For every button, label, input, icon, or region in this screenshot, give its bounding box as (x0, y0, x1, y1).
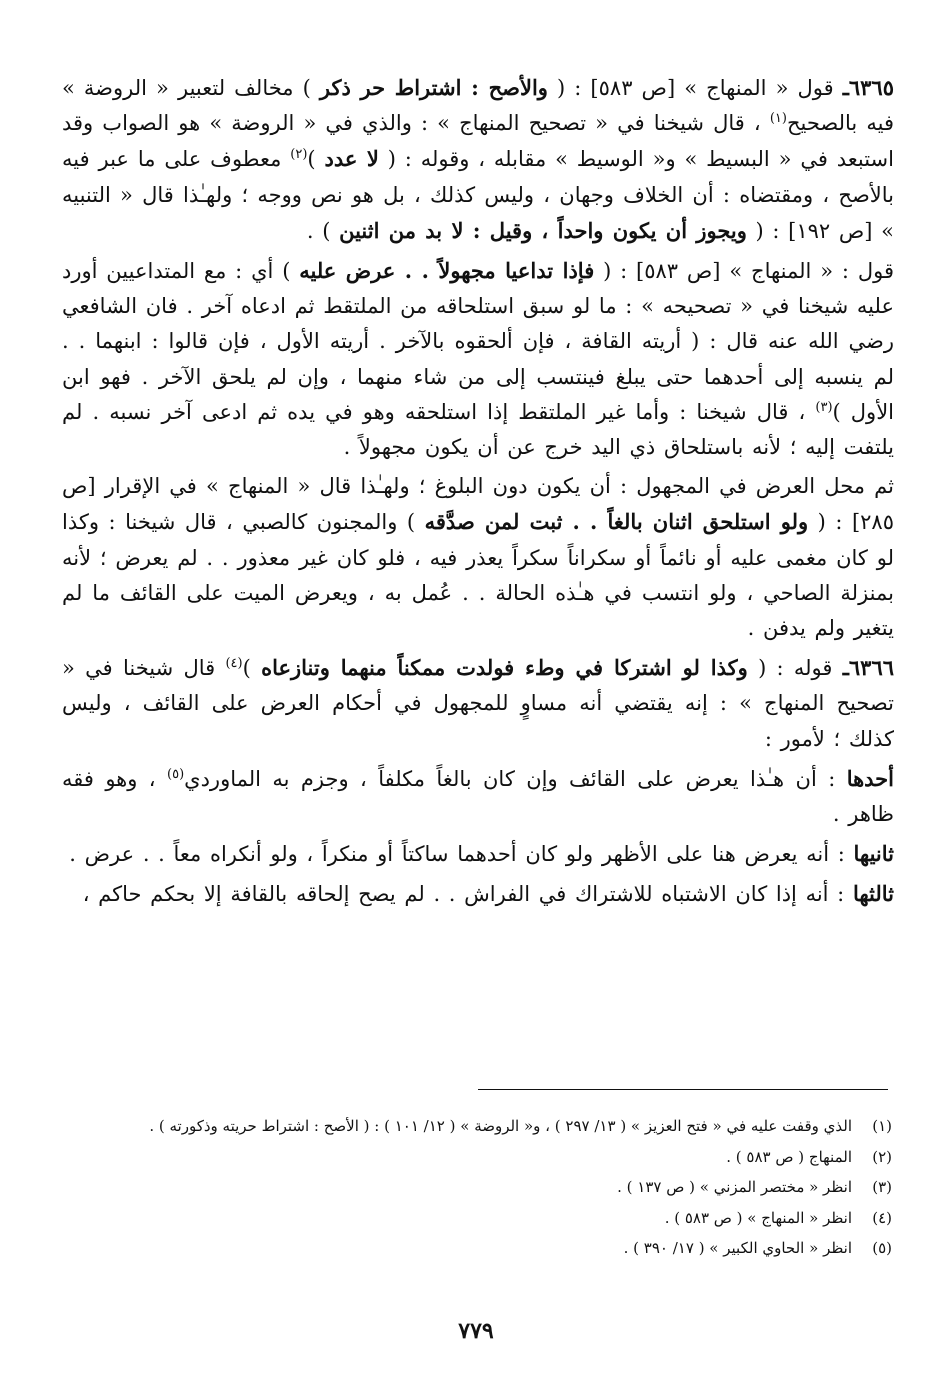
footnote-ref: (٢) (290, 147, 308, 163)
footnote-ref: (٣) (815, 399, 833, 415)
bold-text: ثانيها (853, 841, 894, 867)
text-run: : أن هـٰذا يعرض على القائف وإن كان بالغاً مكلفاً ، وجزم به الماوردي (184, 766, 847, 791)
text-run: ) أي : مع المتداعيين أورد عليه شيخنا في « تصحيحه » : ما لو سبق استلحاقه من الملتقط ثم ادعاه آخر . فان الشافعي رضي الله عنه قال : ( أريته القافة ، فإن ألحقوه بالآخر . أريته الأول ، فإن قالوا : ابنهما . . لم ينسبه إلى أحدهما حتى يبلغ فينتسب إلى من شاء منهما ، وإن لم يلحق الآخر . فهو ابن الأول ) (62, 259, 895, 424)
text-run: ) مخالف لتعبير « الروضة » فيه بالصحيح (62, 76, 894, 136)
text-run: ) (242, 656, 262, 681)
bold-text: ثالثها (852, 881, 894, 907)
paragraph-p5 (62, 761, 894, 832)
text-run: قول « المنهاج » [ص ٥٨٣] : ( (547, 76, 843, 100)
main-text (62, 70, 894, 913)
footnote-number: (٢) (872, 1147, 892, 1166)
text-run: قول : « المنهاج » [ص ٥٨٣] : ( (594, 259, 894, 284)
footnotes (60, 1111, 892, 1264)
text-run: ) . (306, 218, 340, 243)
footnote-item (60, 1203, 892, 1234)
text-run: ) والمجنون كالصبي ، قال شيخنا : وكذا لو كان مغمى عليه أو نائماً أو سكراناً سكراً يعذر فيه ، فلو كان غير معذور . . لم يعرض ؛ لأنه بمنزلة الصاحي ، ولو انتسب في هـٰذه الحالة . . عُمل به ، ويعرض الميت على القائف ما لم يتغير ولم يدفن . (62, 510, 894, 641)
footnote-ref: (٤) (225, 656, 243, 672)
bold-text: ويجوز أن يكون واحداً ، وقيل : لا بد من اثنين (339, 217, 747, 243)
paragraph-p6366 (62, 650, 894, 757)
text-run: قوله : ( (747, 656, 843, 681)
footnote-item (60, 1111, 892, 1142)
footnote-separator (478, 1089, 888, 1090)
bold-text: ٦٣٦٦ـ (842, 655, 895, 681)
paragraph-p2 (62, 253, 894, 465)
bold-text: وكذا لو اشتركا في وطء فولدت ممكناً منهما وتنازعاه (261, 655, 748, 681)
footnote-number: (١) (872, 1117, 892, 1135)
footnote-item (60, 1233, 892, 1264)
bold-text: أحدها (846, 765, 894, 791)
footnote-text: الذي وقفت عليه في « فتح العزيز » ( ١٣/ ٢٩٧ ) ، و« الروضة » ( ١٢/ ١٠١ ) : ( الأصح : اشتراط حريته وذكورته ) . (149, 1117, 852, 1135)
text-run: : أنه يعرض هنا على الأظهر ولو كان أحدهما ساكتاً أو منكراً ، ولو أنكراه معاً . . عرض . (69, 842, 854, 867)
page-number: ٧٧٩ (458, 1318, 494, 1344)
footnote-text: انظر « المنهاج » ( ص ٥٨٣ ) . (664, 1208, 852, 1227)
footnote-item (60, 1172, 892, 1203)
bold-text: والأصح : اشتراط حر ذكر (319, 75, 548, 100)
footnote-text: انظر « الحاوي الكبير » ( ١٧/ ٣٩٠ ) . (623, 1239, 852, 1257)
text-run: قال شيخنا في « تصحيح المنهاج » : إنه يقتضي أنه مساوٍ للمجهول في أحكام العرض على القائف ، وليس كذلك ؛ لأمور : (62, 656, 894, 751)
bold-text: ٦٣٦٥ـ (842, 75, 894, 100)
footnote-item (60, 1142, 892, 1173)
paragraph-p6 (62, 836, 894, 872)
footnote-ref: (١) (769, 111, 787, 127)
paragraph-p3 (62, 469, 894, 646)
footnote-number: (٤) (872, 1208, 892, 1227)
footnote-ref: (٥) (167, 766, 185, 782)
text-run: ثم محل العرض في المجهول : أن يكون دون البلوغ ؛ ولهـٰذا قال « المنهاج » في الإقرار [ص ٢٨٥] : ( (62, 474, 894, 535)
bold-text: لا عدد (324, 146, 379, 172)
text-run: ، وهو فقه ظاهر . (62, 766, 894, 827)
footnote-number: (٥) (872, 1239, 892, 1257)
text-run: ) (307, 147, 325, 172)
text-run: : أنه إذا كان الاشتباه للاشتراك في الفراش . . لم يصح إلحاقه بالقافة إلا بحكم حاكم ، (82, 882, 853, 907)
paragraph-p6365 (62, 70, 894, 249)
text-run: ، قال شيخنا في « تصحيح المنهاج » : والذي في « الروضة » هو الصواب وقد استبعد في « البسيط » و« الوسيط » مقابله ، وقوله : ( (62, 111, 894, 172)
footnote-text: المنهاج ( ص ٥٨٣ ) . (726, 1147, 852, 1166)
text-run: ، قال شيخنا : وأما غير الملتقط إذا استلحقه وهو في يده ثم ادعى آخر نسبه . لم يلتفت إليه ؛ لأنه باستلحاق ذي اليد خرج عن أن يكون مجهولاً . (62, 399, 894, 460)
footnote-number: (٣) (872, 1178, 892, 1196)
paragraph-p7 (62, 876, 894, 912)
bold-text: ولو استلحق اثنان بالغاً . . ثبت لمن صدَّقه (424, 509, 809, 535)
bold-text: فإذا تداعيا مجهولاً . . عرض عليه (299, 258, 595, 284)
text-run: معطوف على ما عبر فيه بالأصح ، ومقتضاه : أن الخلاف وجهان ، وليس كذلك ، بل هو نص ووجه ؛ ولهـٰذا قال « التنبيه » [ص ١٩٢] : ( (62, 147, 894, 243)
footnote-text: انظر « مختصر المزني » ( ص ١٣٧ ) . (617, 1178, 852, 1196)
